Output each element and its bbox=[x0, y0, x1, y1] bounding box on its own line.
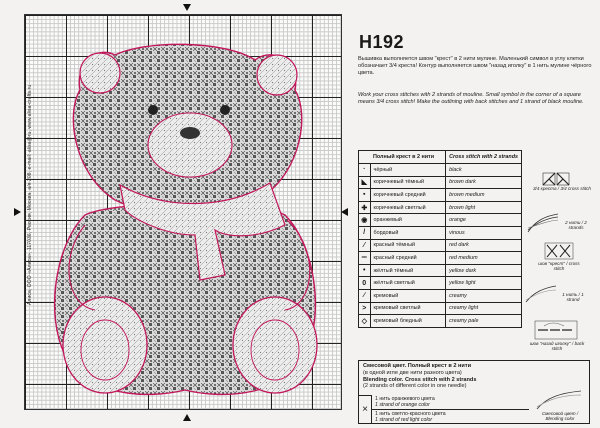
three-quarter-diagram-icon bbox=[542, 172, 570, 186]
center-arrow-top bbox=[183, 4, 191, 11]
key-name-en: yellow dark bbox=[446, 264, 522, 277]
teddy-bear-pattern bbox=[25, 15, 341, 409]
center-arrow-left bbox=[14, 208, 21, 216]
one-strand-diagram-icon bbox=[524, 284, 558, 304]
center-arrow-right bbox=[341, 208, 348, 216]
key-name-ru: кремовый бледный bbox=[370, 315, 446, 328]
key-name-ru: кремовый bbox=[370, 289, 446, 302]
key-name-en: creamy bbox=[446, 289, 522, 302]
key-header-ru: Полный крест в 2 нити bbox=[359, 151, 446, 164]
back-stitch-label: шов "назад иголку" / back stitch bbox=[529, 341, 585, 352]
two-strands-label: 2 нити / 2 strands bbox=[565, 220, 587, 231]
blend-line2-ru: 1 нить светло-красного цвета bbox=[375, 411, 446, 417]
key-symbol: ◇ bbox=[359, 315, 371, 328]
key-symbol: ◣ bbox=[359, 176, 371, 189]
key-name-ru: коричневый светлый bbox=[370, 201, 446, 214]
key-row bbox=[359, 214, 522, 227]
blend-diagram-label: Смесовой цвет / Blending color bbox=[541, 411, 579, 422]
key-name-en: red dark bbox=[446, 239, 522, 252]
stitch-chart bbox=[24, 14, 342, 410]
key-name-ru: оранжевый bbox=[370, 214, 446, 227]
instructions-en: Work your cross stitches with 2 strands of mouline. Small symbol in the corner of a square means 3/4 cross stitch! Make the outlining with back stitches and 1 strand of black mouline. bbox=[358, 92, 584, 106]
key-row bbox=[359, 189, 522, 202]
instructions-ru: Вышивка выполняется швом "крест" в 2 нити мулине. Маленький символ в углу клетки обозначает 3/4 креста! Контур выполняется швом "назад иголку" в 1 нить мулине чёрного цвета. bbox=[358, 56, 592, 77]
key-row bbox=[359, 289, 522, 302]
blend-symbol: × bbox=[359, 395, 372, 424]
back-stitch-diagram-icon bbox=[534, 320, 578, 340]
bear-eye-left bbox=[148, 105, 158, 115]
blend-line1-en: 1 strand of orange color bbox=[375, 402, 430, 409]
key-name-ru: красный тёмный bbox=[370, 239, 446, 252]
blend-title-en: Blending color. Cross stitch with 2 strands bbox=[363, 376, 477, 383]
key-symbol: > bbox=[359, 302, 371, 315]
one-strand-label: 1 нить / 1 strand bbox=[562, 292, 584, 303]
bear-foot-left bbox=[63, 297, 147, 393]
key-row bbox=[359, 239, 522, 252]
key-row bbox=[359, 264, 522, 277]
color-key-table bbox=[358, 150, 522, 328]
bear-ear-left bbox=[80, 53, 120, 93]
key-symbol: ◉ bbox=[359, 214, 371, 227]
publisher-address: Алиса, ООО «Алиса», 117036, Россия, Москва, а/я 208, e-mail: alisa@ru, www.alisa-crafts.ru bbox=[27, 84, 33, 305]
key-symbol: • bbox=[359, 264, 371, 277]
blending-color-box bbox=[358, 360, 590, 424]
key-symbol: ▪ bbox=[359, 189, 371, 202]
bear-muzzle bbox=[148, 113, 232, 177]
key-symbol: ⁄ bbox=[359, 239, 371, 252]
key-symbol: / bbox=[359, 226, 371, 239]
key-name-en: creamy light bbox=[446, 302, 522, 315]
key-name-ru: кремовый светлый bbox=[370, 302, 446, 315]
key-row bbox=[359, 226, 522, 239]
blend-title-ru: Смесовой цвет. Полный крест в 2 нити bbox=[363, 363, 472, 369]
key-row bbox=[359, 252, 522, 265]
key-name-ru: жёлтый светлый bbox=[370, 277, 446, 290]
key-name-ru: жёлтый тёмный bbox=[370, 264, 446, 277]
key-name-en: brown medium bbox=[446, 189, 522, 202]
key-name-ru: бордовый bbox=[370, 226, 446, 239]
pattern-code: H192 bbox=[359, 32, 405, 52]
key-row bbox=[359, 277, 522, 290]
cross-stitch-label: шов "крест" / cross stitch bbox=[538, 261, 580, 272]
key-name-en: orange bbox=[446, 214, 522, 227]
key-name-en: black bbox=[446, 164, 522, 177]
blend-separator bbox=[371, 409, 529, 410]
center-arrow-bottom bbox=[183, 414, 191, 421]
bear-ear-right bbox=[257, 55, 297, 95]
legend-panel bbox=[352, 10, 596, 424]
two-strands-diagram-icon bbox=[526, 212, 560, 234]
key-name-ru: коричневый тёмный bbox=[370, 176, 446, 189]
key-row bbox=[359, 302, 522, 315]
three-quarter-label: 3/4 креста / 3/4 cross stitch bbox=[533, 186, 591, 191]
key-row bbox=[359, 201, 522, 214]
key-name-ru: чёрный bbox=[370, 164, 446, 177]
bear-nose bbox=[180, 127, 200, 139]
key-name-en: creamy pale bbox=[446, 315, 522, 328]
key-name-en: red medium bbox=[446, 252, 522, 265]
key-name-en: brown dark bbox=[446, 176, 522, 189]
key-name-en: brown light bbox=[446, 201, 522, 214]
key-row bbox=[359, 164, 522, 177]
bear-foot-right bbox=[233, 297, 317, 393]
key-symbol: 0 bbox=[359, 277, 371, 290]
blend-line2-en: 1 strand of red light color bbox=[375, 417, 433, 424]
key-name-en: vinous bbox=[446, 226, 522, 239]
key-table-header bbox=[359, 151, 522, 164]
stitch-diagrams bbox=[522, 172, 596, 368]
key-row bbox=[359, 176, 522, 189]
key-row bbox=[359, 315, 522, 328]
key-symbol: ∕ bbox=[359, 289, 371, 302]
key-symbol: ✚ bbox=[359, 201, 371, 214]
blending-diagram-icon bbox=[535, 389, 583, 411]
key-name-ru: коричневый средний bbox=[370, 189, 446, 202]
key-header-en: Cross stitch with 2 strands bbox=[446, 151, 522, 164]
key-name-ru: красный средний bbox=[370, 252, 446, 265]
key-symbol: ═ bbox=[359, 252, 371, 265]
blend-subtitle-en: (2 strands of different color in one needle) bbox=[363, 383, 467, 390]
blend-subtitle-ru: (в одной игле две нити разного цвета) bbox=[363, 369, 462, 376]
key-symbol: · bbox=[359, 164, 371, 177]
cross-stitch-diagram-icon bbox=[544, 242, 574, 260]
bear-eye-right bbox=[220, 105, 230, 115]
key-name-en: yellow light bbox=[446, 277, 522, 290]
blend-line1-ru: 1 нить оранжевого цвета bbox=[375, 396, 435, 402]
